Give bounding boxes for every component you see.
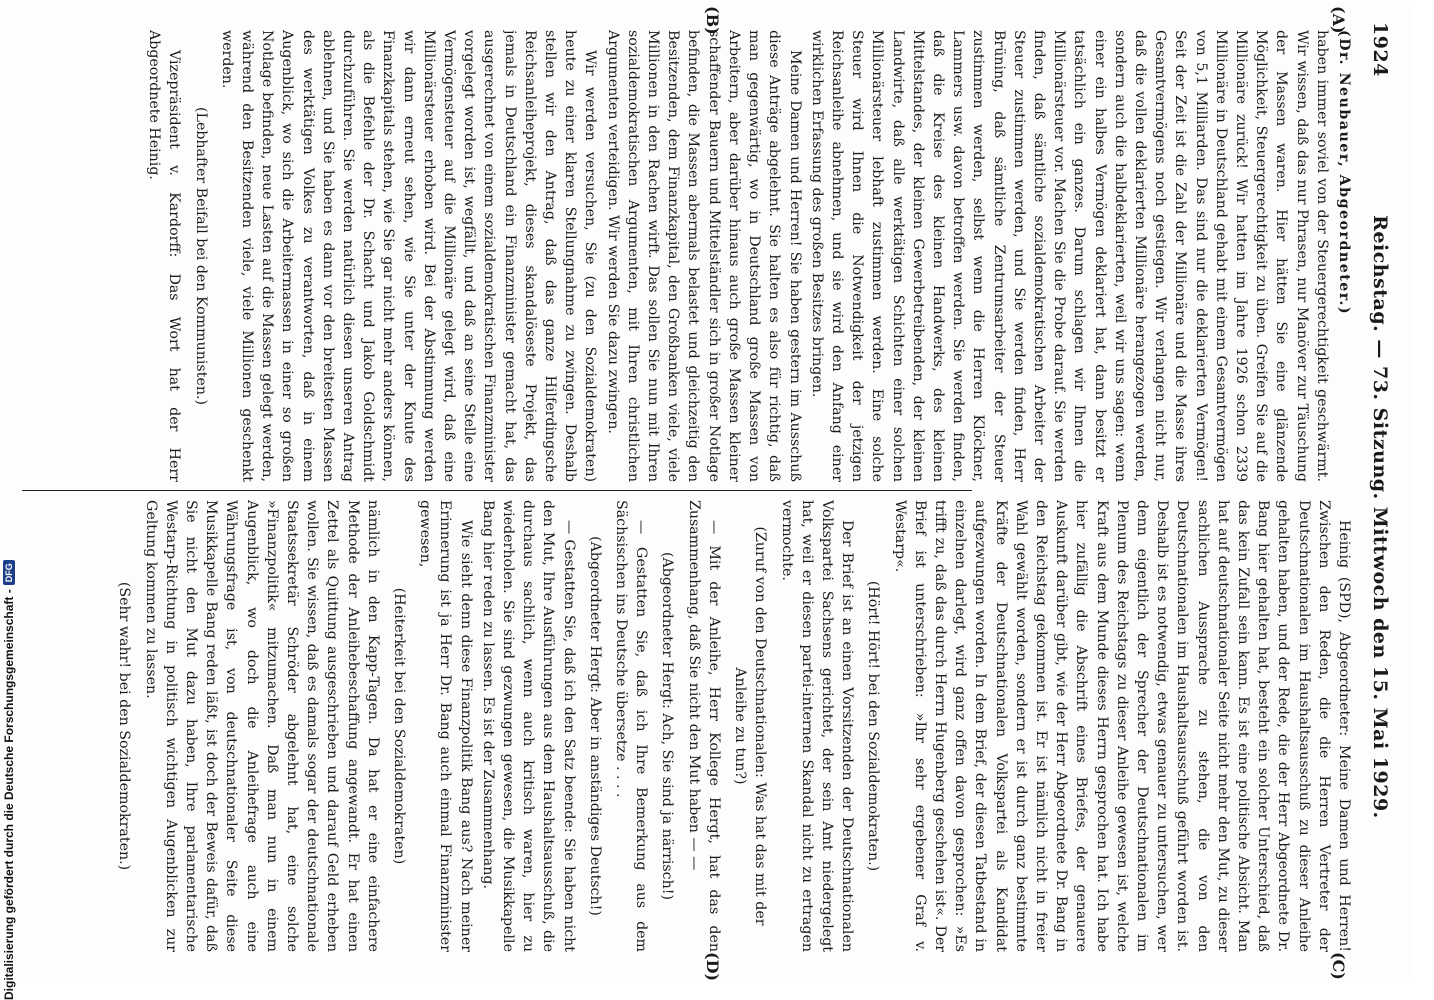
interjection: (Abgeordneter Hergt: Aber in anständiges Deutsch!) [586,536,603,916]
speaker-line: Vizepräsident v. Kardorff: Das Wort hat der Herr Abgeordnete Heinig. [146,30,183,482]
document-page [0,2,1412,982]
margin-marker-b: (B) [703,6,722,35]
paragraph: — Gestatten Sie, daß ich Ihre Bemerkung aus dem Sächsischen ins Deutsche übersetze . . . . [613,500,650,952]
margin-marker-c: (C) [1329,952,1348,980]
column-divider [22,490,972,491]
page-header [1360,22,1400,957]
interjection: (Lebhafter Beifall bei den Kommunisten.) [192,106,209,405]
paragraph: haben immer soviel von der Steuergerechtigkeit geschwärmt. Wir wissen, daß das nur Phrasen, nur Manöver zur Täuschung der Massen waren. Hier hätten Sie eine glänzende Möglichkeit, Steuergerechtigkeit zu üben. Greifen Sie auf die Millionäre zurück! Wir hatten im Jahre 1926 schon 2339 Millionäre in Deutschland gehabt mit einem Gesamtvermögen von 5,1 Milliarden. Das sind nur die deklarierten Vermögen! Seit der Zeit ist die Zahl der Millionäre und die Masse ihres Gesamtvermögens noch gestiegen. Wir verlangen nicht nur, daß die vollen deklarierten Millionäre herangezogen werden, sondern auch die halbdeklarierten, weil wir uns sagen: wenn einer ein halbes Vermögen deklariert hat, dann besitzt er tatsächlich ein ganzes. Darum schlagen wir Ihnen die Millionärsteuer vor. Machen Sie die Probe darauf. Sie werden finden, daß sämtliche sozialdemokratischen Arbeiter der Steuer zustimmen werden, und Sie werden finden, Herr Brüning, daß sämtliche Zentrumsarbeiter der Steuer zustimmen werden, selbst wenn die Herren Klöckner, Lammers usw. davon betroffen werden. Sie werden finden, daß die Kreise des kleinen Handwerks, des kleinen Mittelstandes, der kleinen Gewerbetreibenden, der kleinen Landwirte, daß alle werktätigen Schichten einer solchen Millionärsteuer lebhaft zustimmen werden. Eine solche Steuer wird Ihnen die Notwendigkeit der jetzigen Reichsanleihe abnehmen, und sie wird den Anfang einer wirklichen Erfassung des großen Besitzes bringen. [808,30,1330,482]
page-number: 1924 [1369,22,1391,77]
left-column [4,30,1354,482]
interjection: (Heiterkeit bei den Sozialdemokraten) [391,587,408,865]
paragraph: — Gestatten Sie, daß ich den Satz beende: Sie haben nicht den Mut, Ihre Ausführungen aus dem Haushaltsausschuß, die durchaus sachlich, wenn auch kritisch waren, hier zu wiederholen. Sie sind gezwungen gewesen, die Musikkapelle Bang hier reden zu lassen. Es ist der Zusammenhang. [479,500,577,952]
paragraph: — Mit der Anleihe, Herr Kollege Hergt, hat das den Zusammenhang, daß Sie nicht den Mut haben — — [685,500,722,952]
interjection: (Zuruf von den Deutschnationalen: Was hat das mit der Anleihe zu tun?) [732,526,769,926]
paragraph: Wir werden versuchen, Sie (zu den Sozialdemokraten) heute zu einer klaren Stellungnahme zu zwingen. Deshalb stellen wir den Antrag, daß das ganze Hilferdingsche Reichsanleiheprojekt, dieses skandalöseste Projekt, das jemals in Deutschland ein Finanzminister gemacht hat, das ausgerechnet von einem sozialdemokratischen Finanzminister vorgelegt worden ist, wegfällt, und daß an seine Stelle eine Vermögensteuer auf die Millionäre gelegt wird, daß eine Millionärsteuer erhoben wird. Bei der Abstimmung werden wir dann erneut sehen, wie Sie unter der Knute des Finanzkapitals stehen, wie Sie gar nicht mehr anders können, als die Befehle der Dr. Schacht und Jakob Goldschmidt durchzuführen. Sie werden natürlich diesen unseren Antrag ablehnen, und Sie haben es dann vor den breitesten Massen des werktätigen Volkes zu verantworten, daß in einem Augenblick, wo sich die Arbeitermassen in einer so großen Notlage befinden, neue Lasten auf die Massen gelegt werden, während den Besitzenden viele, viele Millionen geschenkt werden. [218,30,599,482]
right-column [4,500,1354,952]
paragraph: nämlich in den Kapp-Tagen. Da hat er eine einfachere Methode der Anleihebeschaffung angewandt. Er hat einen Zettel als Quittung ausgeschrieben und darauf Geld erheben wollen. Sie wissen, daß es damals sogar der deutschnationale Staatssekretär Schröder abgelehnt hat, eine solche »Finanzpolitik« mitzumachen. Daß man nun in einem Augenblick, wo doch die Anleihefrage auch eine Währungsfrage ist, von deutschnationaler Seite diese Musikkapelle Bang reden läßt, ist doch der Beweis dafür, daß Sie nicht den Mut dazu haben, Ihre parlamentarische Westarp-Richtung in politisch wichtigen Augenblicken zur Geltung kommen zu lassen. [142,500,381,952]
running-title: Reichstag. — 73. Sitzung. Mittwoch den 15. Mai 1929. [1369,215,1391,819]
interjection: (Hört! Hört! bei den Sozialdemokraten.) [865,580,882,872]
paragraph: Meine Damen und Herren! Sie haben gestern im Ausschuß diese Anträge abgelehnt. Sie halten es also für richtig, daß man gegenwärtig, wo in Deutschland große Massen von Arbeitern, aber darüber hinaus auch große Massen kleiner schaffender Bauern und Mittelständler sich in großer Notlage befinden, die Massen abermals belastet und gleichzeitig den Besitzenden, dem Finanzkapital, den Großbanken viele, viele Millionen in den Rachen wirft. Das sollen Sie nun mit Ihren sozialdemokratischen Argumenten, mit Ihren christlichen Argumenten verteidigen. Wir werden Sie dazu zwingen. [604,30,803,482]
dfg-logo: DFG [3,560,15,585]
paragraph: Der Brief ist an einen Vorsitzenden der Deutschnationalen Volkspartei Sachsens gerichtet, der sein Amt niedergelegt hat, weil er diesen partei-internen Skandal nicht zu ertragen vermochte. [778,500,856,952]
digitization-text: Digitalisierung gefördert durch die Deutsche Forschungsgemeinschaft - [2,589,16,1000]
digitization-note [0,0,18,1000]
margin-marker-d: (D) [703,952,722,982]
paragraph: Wie sieht denn diese Finanzpolitik Bang aus? Nach meiner Erinnerung ist ja Herr Dr. Bang auch einmal Finanzminister gewesen, [417,500,474,952]
paragraph: Heinig (SPD), Abgeordneter: Meine Damen und Herren! Zwischen den Reden, die die Herren Vertreter der Deutschnationalen im Haushaltsausschuß zu dieser Anleihe gehalten haben, und der Rede, die der Herr Abgeordnete Dr. Bang hier gehalten hat, besteht ein solcher Unterschied, daß das kein Zufall sein kann. Es ist eine politische Absicht. Man hat auf deutschnationaler Seite nicht mehr den Mut, zu dieser sachlichen Aussprache zu stehen, die von den Deutschnationalen im Haushaltsausschuß geführt worden ist. Deshalb ist es notwendig, etwas genauer zu untersuchen, wer denn eigentlich der Sprecher der Deutschnationalen im Plenum des Reichstags zu dieser Anleihe gewesen ist, welche Kraft aus dem Munde dieses Herrn gesprochen hat. Ich habe hier zufällig die Abschrift eines Briefes, der genauere Auskunft darüber gibt, wie der Herr Abgeordnete Dr. Bang in den Reichstag gekommen ist. Er ist nämlich nicht in freier Wahl gewählt worden, sondern er ist durch ganz bestimmte Kräfte der Deutschnationalen Volkspartei als Kandidat aufgezwungen worden. In dem Brief, der diesen Tatbestand in einzelnen darlegt, wird ganz offen davon gesprochen: »Es trifft zu, daß das durch Herrn Hugenberg geschehen ist«. Der Brief ist unterschrieben: »Ihr sehr ergebener Graf v. Westarp«. [891,500,1352,952]
interjection: (Abgeordneter Hergt: Ach, Sie sind ja närrisch!) [659,551,676,901]
margin-marker-a: (A) [1329,6,1348,34]
speaker-heading: (Dr. Neubauer, Abgeordneter.) [1336,30,1352,316]
interjection: (Sehr wahr! bei den Sozialdemokraten.) [116,581,133,871]
